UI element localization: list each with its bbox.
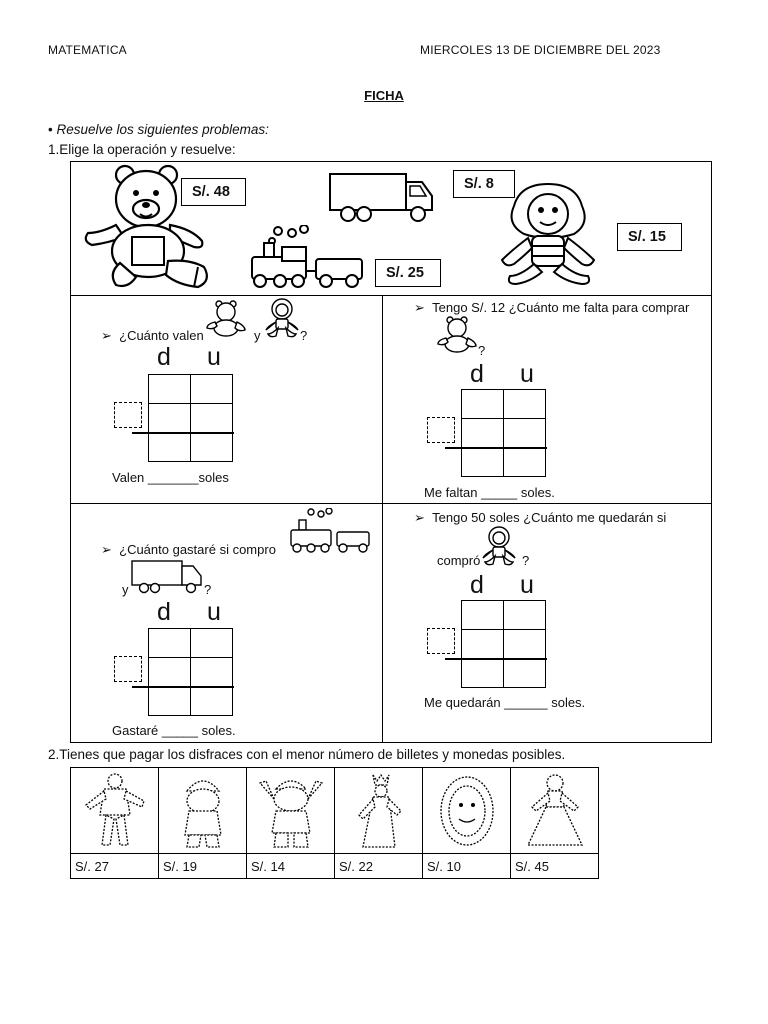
operator-box[interactable]	[114, 402, 142, 428]
doll-icon	[498, 180, 598, 288]
section2-heading: 2.Tienes que pagar los disfraces con el menor número de billetes y monedas posibles.	[48, 747, 566, 762]
grid-cell[interactable]	[462, 390, 504, 419]
place-value-grid	[461, 600, 546, 688]
prince-icon	[80, 771, 150, 851]
problem1-and: y	[254, 328, 261, 343]
problem2-question: ➢ Tengo S/. 12 ¿Cuánto me falta para comprar	[414, 300, 690, 315]
grid-cell[interactable]	[504, 390, 546, 419]
divider	[70, 503, 712, 504]
problem3-answer: Gastaré _____ soles.	[112, 723, 236, 738]
costume-image-cell	[71, 768, 159, 854]
doll-icon	[264, 298, 300, 338]
problem2-qmark: ?	[478, 343, 486, 358]
grid-cell[interactable]	[462, 419, 504, 448]
problem4-qmark: ?	[522, 553, 530, 568]
bullet-icon: •	[48, 122, 57, 137]
sum-line	[132, 432, 234, 434]
costume-price: S/. 45	[511, 854, 599, 879]
costume-image-cell	[423, 768, 511, 854]
costume-price: S/. 10	[423, 854, 511, 879]
teddy-bear-icon	[205, 300, 247, 338]
place-value-grid	[148, 628, 233, 716]
problem2-answer: Me faltan _____ soles.	[424, 485, 555, 500]
bear-price-tag: S/. 48	[181, 178, 246, 206]
place-value-grid	[461, 389, 546, 477]
grid-cell[interactable]	[149, 404, 191, 433]
mirror-icon	[437, 771, 497, 851]
problem3-question: ➢ ¿Cuánto gastaré si compro	[101, 542, 276, 557]
doll-icon	[481, 526, 517, 566]
grid-cell[interactable]	[504, 448, 546, 477]
grid-cell[interactable]	[191, 404, 233, 433]
truck-price-tag: S/. 8	[453, 170, 515, 198]
grid-cell[interactable]	[462, 659, 504, 688]
grid-cell[interactable]	[462, 630, 504, 659]
problem3-and: y	[122, 582, 129, 597]
grid-cell[interactable]	[149, 629, 191, 658]
train-icon	[285, 508, 371, 554]
units-label: u	[207, 343, 223, 371]
problem4-bought: compró	[437, 553, 481, 568]
place-value-grid	[148, 374, 233, 462]
truck-icon	[129, 558, 205, 594]
arrow-bullet-icon: ➢	[101, 542, 120, 557]
grid-cell[interactable]	[462, 601, 504, 630]
grid-cell[interactable]	[149, 433, 191, 462]
page-title: FICHA	[364, 88, 404, 103]
tens-label: d	[157, 343, 173, 371]
costume-image-cell	[335, 768, 423, 854]
problem1-question: ➢ ¿Cuánto valen	[101, 328, 204, 343]
truck-icon	[326, 170, 438, 224]
grid-cell[interactable]	[191, 687, 233, 716]
costume-price: S/. 14	[247, 854, 335, 879]
subject-label: MATEMATICA	[48, 43, 127, 57]
grid-cell[interactable]	[504, 419, 546, 448]
costume-price: S/. 27	[71, 854, 159, 879]
princess-icon	[520, 771, 590, 851]
operator-box[interactable]	[114, 656, 142, 682]
units-label: u	[520, 360, 536, 388]
costume-image-cell	[511, 768, 599, 854]
costume-price: S/. 19	[159, 854, 247, 879]
grid-cell[interactable]	[191, 658, 233, 687]
teddy-bear-icon	[436, 316, 478, 354]
costume-table	[70, 767, 599, 879]
costume-price: S/. 22	[335, 854, 423, 879]
problem3-qmark: ?	[204, 582, 212, 597]
grid-cell[interactable]	[462, 448, 504, 477]
grid-cell[interactable]	[149, 375, 191, 404]
grid-cell[interactable]	[149, 658, 191, 687]
difference-line	[445, 658, 547, 660]
arrow-bullet-icon: ➢	[414, 510, 433, 525]
problem4-question: ➢ Tengo 50 soles ¿Cuánto me quedarán si	[414, 510, 667, 525]
grid-cell[interactable]	[191, 433, 233, 462]
tens-label: d	[470, 360, 486, 388]
grid-cell[interactable]	[149, 687, 191, 716]
queen-icon	[349, 771, 409, 851]
units-label: u	[520, 571, 536, 599]
tens-label: d	[157, 598, 173, 626]
grid-cell[interactable]	[504, 601, 546, 630]
doll-price-tag: S/. 15	[617, 223, 682, 251]
arrow-bullet-icon: ➢	[101, 328, 120, 343]
arrow-bullet-icon: ➢	[414, 300, 433, 315]
grid-cell[interactable]	[191, 375, 233, 404]
sum-line	[132, 686, 234, 688]
problem1-qmark: ?	[300, 328, 308, 343]
grid-cell[interactable]	[504, 630, 546, 659]
problem4-answer: Me quedarán ______ soles.	[424, 695, 586, 710]
grid-cell[interactable]	[191, 629, 233, 658]
units-label: u	[207, 598, 223, 626]
problem1-answer: Valen _______soles	[112, 470, 229, 485]
date-label: MIERCOLES 13 DE DICIEMBRE DEL 2023	[420, 43, 661, 57]
dwarf-icon	[173, 771, 233, 851]
instruction: • Resuelve los siguientes problemas:	[48, 122, 269, 137]
difference-line	[445, 447, 547, 449]
costume-image-cell	[159, 768, 247, 854]
divider	[382, 295, 383, 743]
costume-image-cell	[247, 768, 335, 854]
divider	[70, 295, 712, 296]
operator-box[interactable]	[427, 417, 455, 443]
grid-cell[interactable]	[504, 659, 546, 688]
operator-box[interactable]	[427, 628, 455, 654]
happy-dwarf-icon	[256, 771, 326, 851]
train-price-tag: S/. 25	[375, 259, 441, 287]
train-icon	[242, 225, 366, 291]
section1-heading: 1.Elige la operación y resuelve:	[48, 142, 236, 157]
tens-label: d	[470, 571, 486, 599]
